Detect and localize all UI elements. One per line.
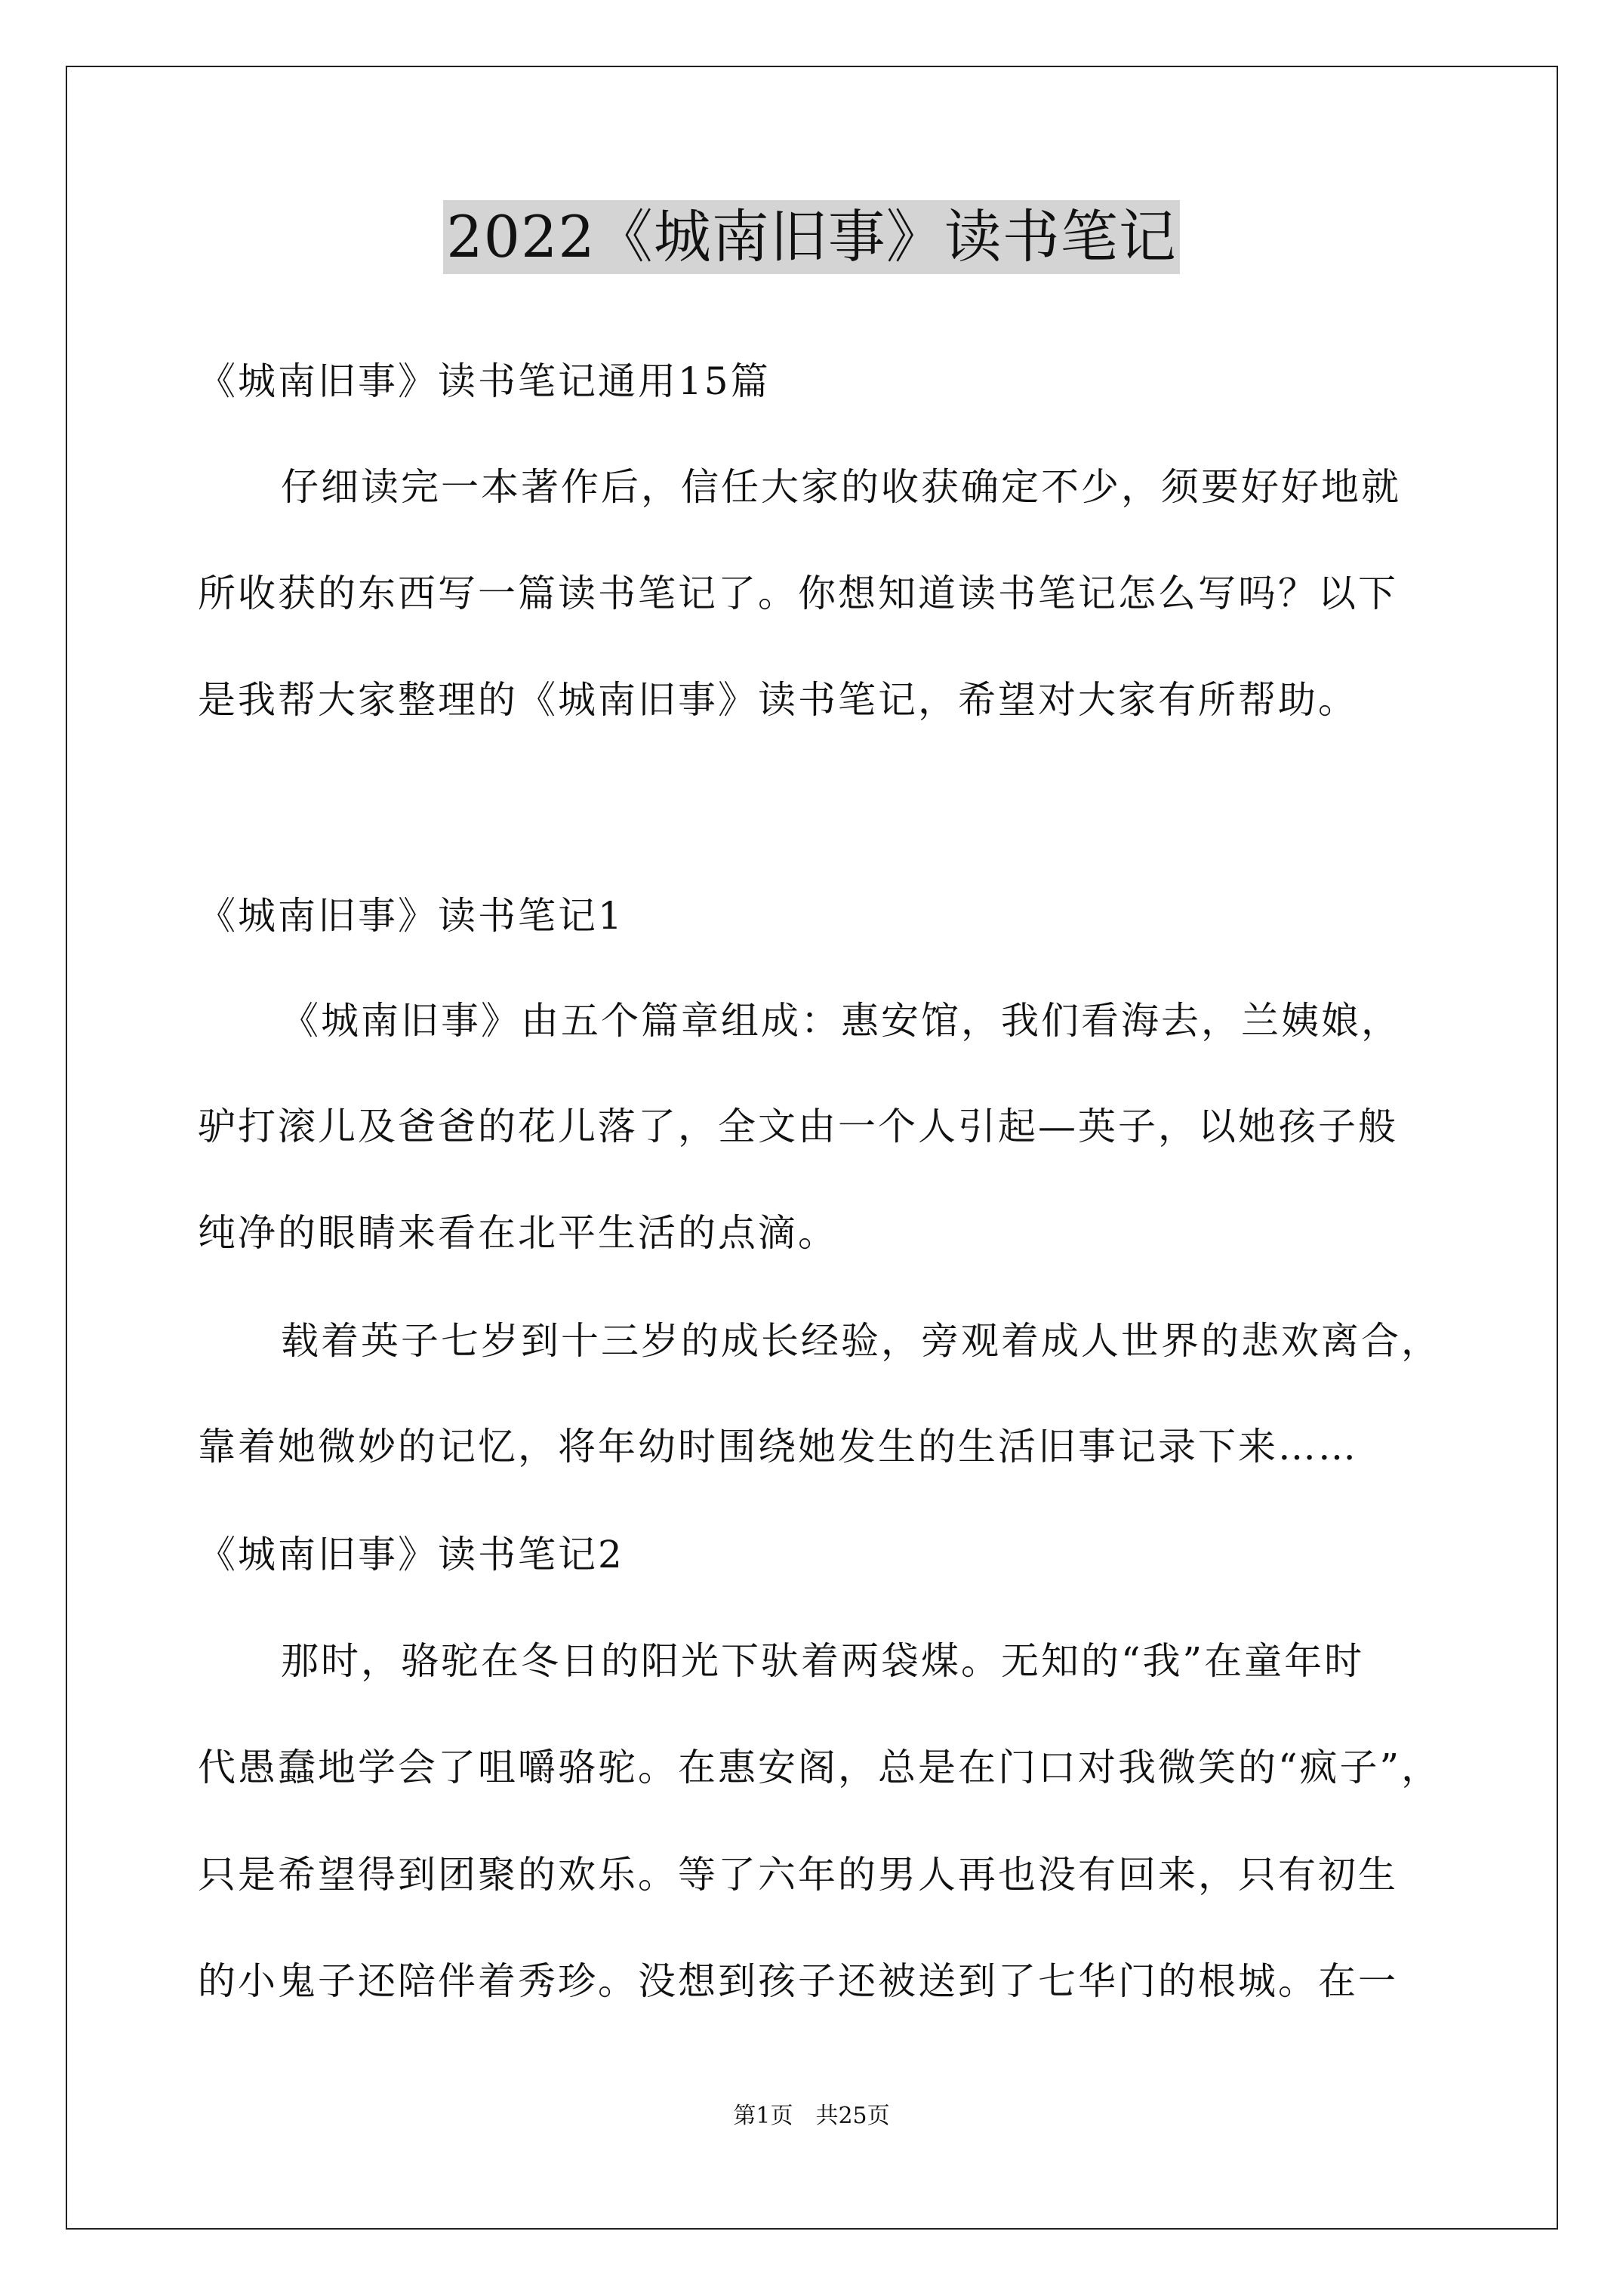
paragraph-line: 是我帮大家整理的《城南旧事》读书笔记，希望对大家有所帮助。 <box>198 678 1358 722</box>
subtitle-line: 《城南旧事》读书笔记通用15篇 <box>198 359 771 403</box>
page-number: 第1页 共25页 <box>733 2103 890 2129</box>
section-heading: 《城南旧事》读书笔记1 <box>198 894 624 938</box>
paragraph-line: 驴打滚儿及爸爸的花儿落了，全文由一个人引起—英子，以她孩子般 <box>198 1105 1398 1148</box>
paragraph-line: 所收获的东西写一篇读书笔记了。你想知道读书笔记怎么写吗？以下 <box>198 572 1398 615</box>
document-title: 2022《城南旧事》读书笔记 <box>443 200 1179 274</box>
paragraph-line: 只是希望得到团聚的欢乐。等了六年的男人再也没有回来，只有初生 <box>198 1853 1398 1897</box>
paragraph-line: 载着英子七岁到十三岁的成长经验，旁观着成人世界的悲欢离合， <box>281 1319 1441 1363</box>
section-heading: 《城南旧事》读书笔记2 <box>198 1533 624 1576</box>
paragraph-line: 靠着她微妙的记忆，将年幼时围绕她发生的生活旧事记录下来…… <box>198 1425 1358 1469</box>
paragraph-line: 《城南旧事》由五个篇章组成：惠安馆，我们看海去，兰姨娘， <box>281 999 1401 1043</box>
title-container <box>0 200 1623 274</box>
paragraph-line: 纯净的眼睛来看在北平生活的点滴。 <box>198 1211 838 1255</box>
paragraph-line: 代愚蠢地学会了咀嚼骆驼。在惠安阁，总是在门口对我微笑的“疯子”， <box>198 1746 1442 1789</box>
paragraph-line: 的小鬼子还陪伴着秀珍。没想到孩子还被送到了七华门的根城。在一 <box>198 1959 1398 2003</box>
paragraph-line: 仔细读完一本著作后，信任大家的收获确定不少，须要好好地就 <box>281 465 1401 509</box>
paragraph-line: 那时，骆驼在冬日的阳光下驮着两袋煤。无知的“我”在童年时 <box>281 1639 1365 1683</box>
